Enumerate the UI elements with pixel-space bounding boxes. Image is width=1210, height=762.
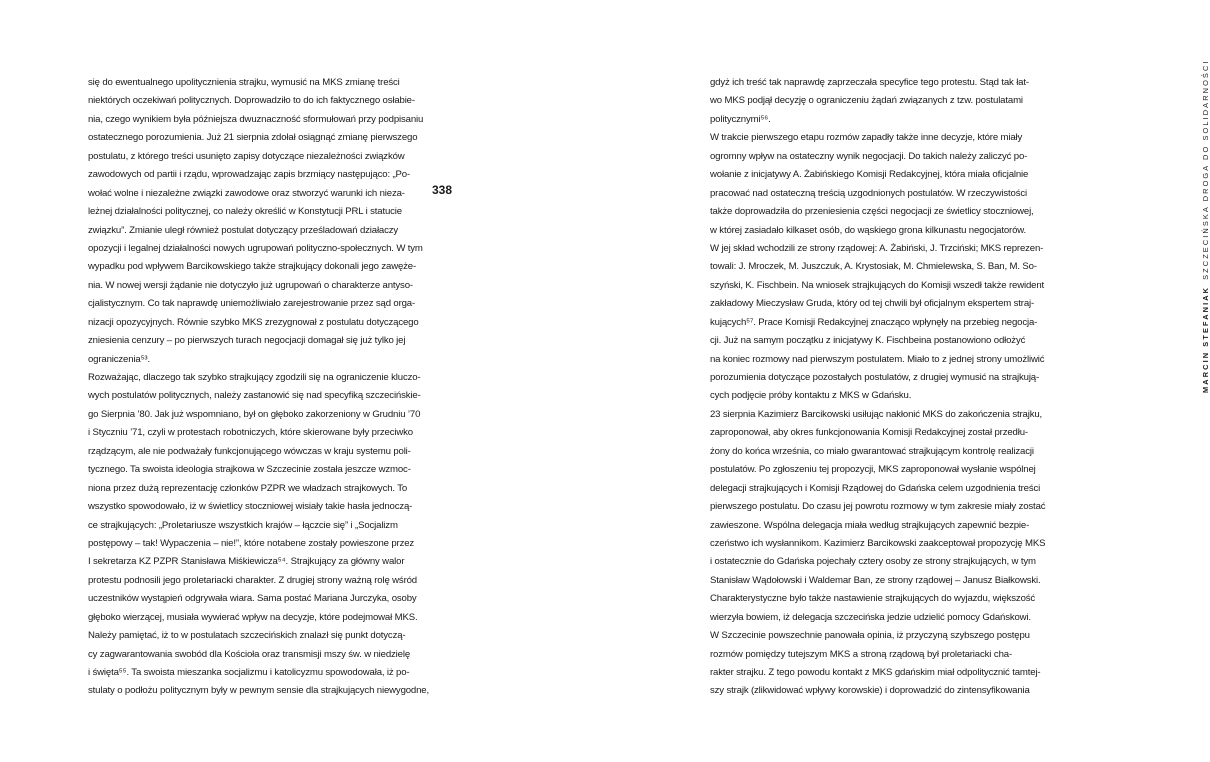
text-line: postulatów. Po zgłoszeniu tej propozycji, MKS zaproponował wysłanie wspólnej [710, 464, 1036, 476]
text-line: stulaty o podłożu politycznym były w pewnym sensie dla strajkujących niewygodne, [88, 685, 430, 697]
text-line: rakter strajku. Z tego powodu kontakt z MKS gdańskim miał odpolitycznić tamtej- [710, 667, 1041, 678]
text-line: porozumienia dotyczące pozostałych postulatów, z drugiej wymusić na strajkują- [710, 372, 1040, 383]
text-line: W jej skład wchodzili ze strony rządowej: A. Żabiński, J. Trzciński; MKS reprezen- [710, 242, 1044, 254]
text-line: zniesienia cenzury – po pierwszych turach negocjacji domagał się już tylko jej [88, 335, 406, 347]
text-line: szy strajk (zlikwidować wpływy korowskie) i doprowadzić do zintensyfikowania [710, 685, 1030, 697]
text-line: tycznego. Ta swoista ideologia strajkowa w Szczecinie została jeszcze wzmoc- [88, 464, 411, 476]
text-line: wołanie z inicjatywy A. Żabińskiego Komisji Redakcyjnej, która miała oficjalnie [710, 169, 1029, 181]
text-line: rządzącym, ale nie podważały funkcjonującego wówczas w kraju systemu poli- [88, 445, 411, 457]
text-line: cji. Już na samym początku z inicjatywy K. Fischbeina postanowiono odłożyć [710, 335, 1026, 347]
text-line: zakładowy Mieczysław Gruda, który od tej chwili był oficjalnym ekspertem straj- [710, 298, 1035, 310]
text-line: czeństwo ich wysłannikom. Kazimierz Barcikowski zaakceptował propozycję MKS [710, 537, 1046, 549]
text-line: i Styczniu ’71, czyli w protestach robotniczych, które skierowane były przeciwko [88, 427, 413, 439]
right-page-body-text [710, 74, 1046, 701]
text-line: go Sierpnia ’80. Jak już wspomniano, był on głęboko zakorzeniony w Grudniu ’70 [88, 408, 421, 420]
text-line: wo MKS podjął decyzję o ograniczeniu żądań związanych z tzw. postulatami [710, 95, 1023, 107]
text-line: na koniec rozmowy nad pierwszym postulatem. Miało to z jednej strony umożliwić [710, 353, 1045, 365]
text-line: wych postulatów politycznych, należy zastanowić się nad specyfiką szczecińskie- [88, 390, 421, 402]
text-line: gdyż ich treść tak naprawdę zaprzeczała specyfice tego protestu. Stąd tak łat- [710, 77, 1029, 88]
text-line: W Szczecinie powszechnie panowała opinia, iż przyczyną szybszego postępu [710, 630, 1030, 642]
text-line: zawieszone. Wspólna delegacja miała według strajkujących zapewnić bezpie- [710, 519, 1030, 531]
running-head-title: SZCZECIŃSKA DROGA DO SOLIDARNOŚCI [1201, 59, 1210, 280]
text-line: opozycji i legalnej działalności nowych ugrupowań polityczno-społecznych. W tym [88, 242, 423, 254]
text-line: wołać wolne i niezależne związki zawodowe oraz stworzyć warunki ich nieza- [88, 187, 405, 199]
text-line: pracować nad ostateczną treścią uzgodnionych postulatów. W rzeczywistości [710, 187, 1027, 199]
text-line: postulatu, z którego treści usunięto zapisy dotyczące niezależności związków [88, 150, 405, 162]
text-line: Rozważając, dlaczego tak szybko strajkujący zgodzili się na ograniczenie kluczo- [88, 372, 421, 383]
text-line: 23 sierpnia Kazimierz Barcikowski usiłując nakłonić MKS do zakończenia strajku, [710, 408, 1043, 420]
text-line: postępowy – tak! Wypaczenia – nie!”, które notabene zostały powieszone przez [88, 537, 415, 549]
text-line: wypadku pod wpływem Barcikowskiego także strajkujący dokonali jego zawęże- [88, 261, 417, 273]
running-head-author: MARCIN STEFANIAK [1201, 285, 1210, 393]
left-page-body-text [88, 74, 430, 701]
page-number: 338 [432, 183, 453, 197]
text-line: nia. W nowej wersji żądanie nie dotyczyło już ugrupowań o charakterze antyso- [88, 279, 413, 291]
text-line: uczestników wystąpień odgrywała wiara. Sama postać Mariana Jurczyka, osoby [88, 593, 417, 605]
text-line: Stanisław Wądołowski i Waldemar Ban, ze strony rządowej – Janusz Białkowski. [710, 574, 1041, 586]
text-line: kujących⁵⁷. Prace Komisji Redakcyjnej znacząco wpłynęły na przebieg negocja- [710, 316, 1038, 328]
text-line: głęboko wierzącej, musiała wywierać wpływ na decyzje, które podejmował MKS. [88, 611, 418, 623]
text-line: wierzyła bowiem, iż delegacja szczecińska jedzie udzielić pomocy Gdańskowi. [710, 611, 1031, 623]
running-head [1201, 59, 1210, 393]
text-line: cy zagwarantowania swobód dla Kościoła oraz transmisji mszy św. w niedzielę [88, 648, 411, 660]
text-line: protestu podnosili jego proletariacki charakter. Z drugiej strony ważną rolę wśród [88, 574, 417, 586]
text-line: politycznymi⁵⁶. [710, 113, 771, 125]
text-line: cjalistycznym. Co tak naprawdę uniemożliwiało zarejestrowanie przez sąd orga- [88, 298, 416, 310]
text-line: także doprowadziła do przeniesienia części negocjacji ze świetlicy stoczniowej, [710, 206, 1034, 218]
left-page [0, 0, 550, 762]
text-line: szyński, K. Fischbein. Na wniosek strajkujących do Komisji wszedł także rewident [710, 279, 1045, 291]
text-line: nia, czego wynikiem była późniejsza dwuznaczność sformułowań przy podpisaniu [88, 113, 424, 125]
text-line: niektórych oczekiwań politycznych. Doprowadziło to do ich faktycznego osłabie- [88, 95, 415, 107]
text-line: związku”. Zmianie uległ również postulat dotyczący prześladowań działaczy [88, 224, 399, 236]
text-line: ostatecznego porozumienia. Już 21 sierpnia zdołał osiągnąć zmianę pierwszego [88, 132, 418, 144]
text-line: Należy pamiętać, iż to w postulatach szczecińskich znalazł się punkt dotyczą- [88, 630, 406, 642]
text-line: Charakterystyczne było także nastawienie strajkujących do wyjazdu, większość [710, 593, 1036, 605]
text-line: zawodowych od partii i rządu, wprowadzając zapis brzmiący następująco: „Po- [88, 169, 411, 181]
text-line: delegacji strajkujących i Komisji Rządowej do Gdańska celem uzgodnienia treści [710, 482, 1041, 494]
text-line: żony do końca września, co miało gwarantować strajkującym kontrolę realizacji [710, 445, 1034, 457]
text-line: zaproponował, aby okres funkcjonowania Komisji Redakcyjnej został przedłu- [710, 427, 1028, 439]
text-line: cych podjęcie próby kontaktu z MKS w Gdańsku. [710, 390, 912, 402]
text-line: leżnej działalności politycznej, co należy określić w Konstytucji PRL i statucie [88, 206, 402, 218]
text-line: ograniczenia⁵³. [88, 353, 150, 365]
text-line: w której zasiadało kilkaset osób, do wąskiego grona kilkunastu negocjatorów. [710, 224, 1027, 236]
text-line: W trakcie pierwszego etapu rozmów zapadły także inne decyzje, które miały [710, 132, 1023, 144]
text-line: ce strajkujących: „Proletariusze wszystkich krajów – łączcie się” i „Socjalizm [88, 519, 398, 531]
text-line: wszystko spowodowało, iż w świetlicy stoczniowej wisiały takie hasła jednoczą- [88, 501, 413, 513]
text-line: nizacji opozycyjnych. Równie szybko MKS zrezygnował z postulatu dotyczącego [88, 316, 419, 328]
text-line: i ostatecznie do Gdańska pojechały cztery osoby ze strony strajkujących, w tym [710, 556, 1036, 568]
text-line: I sekretarza KZ PZPR Stanisława Miśkiewicza⁵⁴. Strajkujący za główny walor [88, 556, 405, 568]
text-line: i święta⁵⁵. Ta swoista mieszanka socjalizmu i katolicyzmu spowodowała, iż po- [88, 667, 410, 678]
text-line: ogromny wpływ na ostateczny wynik negocjacji. Do takich należy zaliczyć po- [710, 150, 1028, 162]
text-line: się do ewentualnego upolitycznienia strajku, wymusić na MKS zmianę treści [88, 77, 400, 88]
text-line: niona przez dużą reprezentację członków PZPR we władzach strajkowych. To [88, 482, 408, 494]
text-line: towali: J. Mroczek, M. Juszczuk, A. Krystosiak, M. Chmielewska, S. Ban, M. So- [710, 261, 1037, 273]
text-line: rozmów pomiędzy tutejszym MKS a stroną rządową był proletariacki cha- [710, 648, 1012, 660]
text-line: pierwszego postulatu. Do czasu jej powrotu rozmowy w tym zakresie miały zostać [710, 501, 1046, 513]
